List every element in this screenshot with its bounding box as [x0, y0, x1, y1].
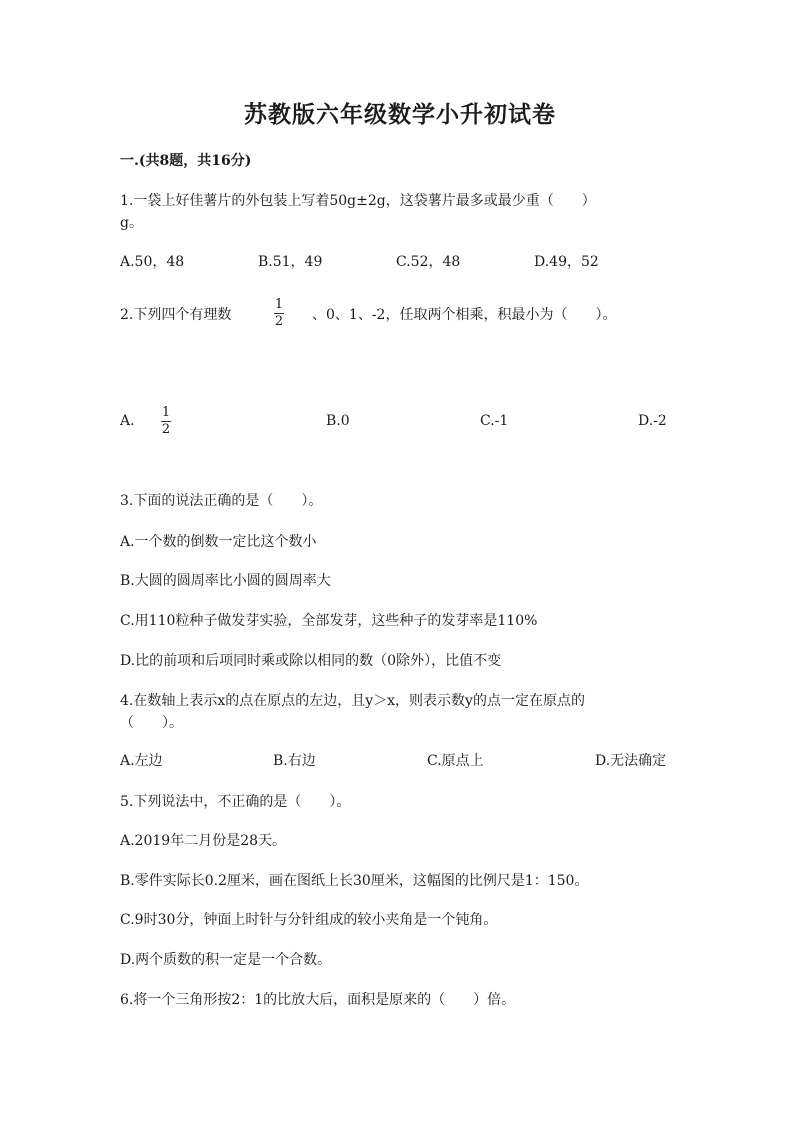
question-4-option-d: D.无法确定 — [595, 753, 667, 769]
question-3-text: 3.下面的说法正确的是（ ）。 — [120, 493, 323, 509]
question-2-prefix: 2.下列四个有理数 — [120, 307, 232, 323]
question-6-text: 6.将一个三角形按2：1的比放大后，面积是原来的（ ）倍。 — [120, 992, 516, 1008]
question-3-option-c: C.用110粒种子做发芽实验，全部发芽，这些种子的发芽率是110% — [120, 613, 538, 629]
question-4-option-a: A.左边 — [120, 753, 163, 769]
question-3-option-a: A.一个数的倒数一定比这个数小 — [120, 534, 317, 550]
question-2-option-d: D.-2 — [638, 413, 667, 429]
question-2-option-a-fraction — [161, 406, 171, 437]
section-heading: 一.(共8题，共16分) — [120, 153, 252, 169]
question-3-option-d: D.比的前项和后项同时乘或除以相同的数（0除外），比值不变 — [120, 653, 502, 669]
question-2-fraction — [274, 298, 284, 329]
question-5-option-d: D.两个质数的积一定是一个合数。 — [120, 952, 332, 968]
question-1-option-c: C.52，48 — [396, 254, 461, 270]
question-2-option-c: C.-1 — [480, 413, 509, 429]
question-1-option-b: B.51，49 — [258, 254, 323, 270]
question-4-option-c: C.原点上 — [427, 753, 484, 769]
fraction-denominator: 2 — [274, 314, 284, 329]
question-2-suffix: 、0、1、-2，任取两个相乘，积最小为（ ）。 — [312, 307, 617, 323]
question-1-option-d: D.49，52 — [534, 254, 599, 270]
fraction-numerator: 1 — [274, 297, 284, 312]
fraction-numerator: 1 — [161, 405, 171, 420]
question-2-option-a: A. — [120, 413, 135, 429]
question-3-option-b: B.大圆的圆周率比小圆的圆周率大 — [120, 573, 331, 589]
question-4-option-b: B.右边 — [273, 753, 316, 769]
question-1-text: 1.一袋上好佳薯片的外包装上写着50g±2g，这袋薯片最多或最少重（ ） — [120, 193, 596, 209]
question-4-text: 4.在数轴上表示x的点在原点的左边，且y＞x，则表示数y的点一定在原点的 — [120, 693, 585, 709]
question-2-option-b: B.0 — [326, 413, 350, 429]
question-5-option-c: C.9时30分，钟面上时针与分针组成的较小夹角是一个钝角。 — [120, 912, 498, 928]
fraction-denominator: 2 — [161, 422, 171, 437]
question-5-text: 5.下列说法中，不正确的是（ ）。 — [120, 794, 351, 810]
question-5-option-b: B.零件实际长0.2厘米，画在图纸上长30厘米，这幅图的比例尺是1：150。 — [120, 873, 589, 889]
question-5-option-a: A.2019年二月份是28天。 — [120, 833, 287, 849]
question-1-option-a: A.50，48 — [120, 254, 185, 270]
question-1-text-cont: g。 — [120, 215, 143, 231]
page-title: 苏教版六年级数学小升初试卷 — [244, 101, 556, 128]
question-4-text-cont: （ ）。 — [120, 715, 183, 731]
